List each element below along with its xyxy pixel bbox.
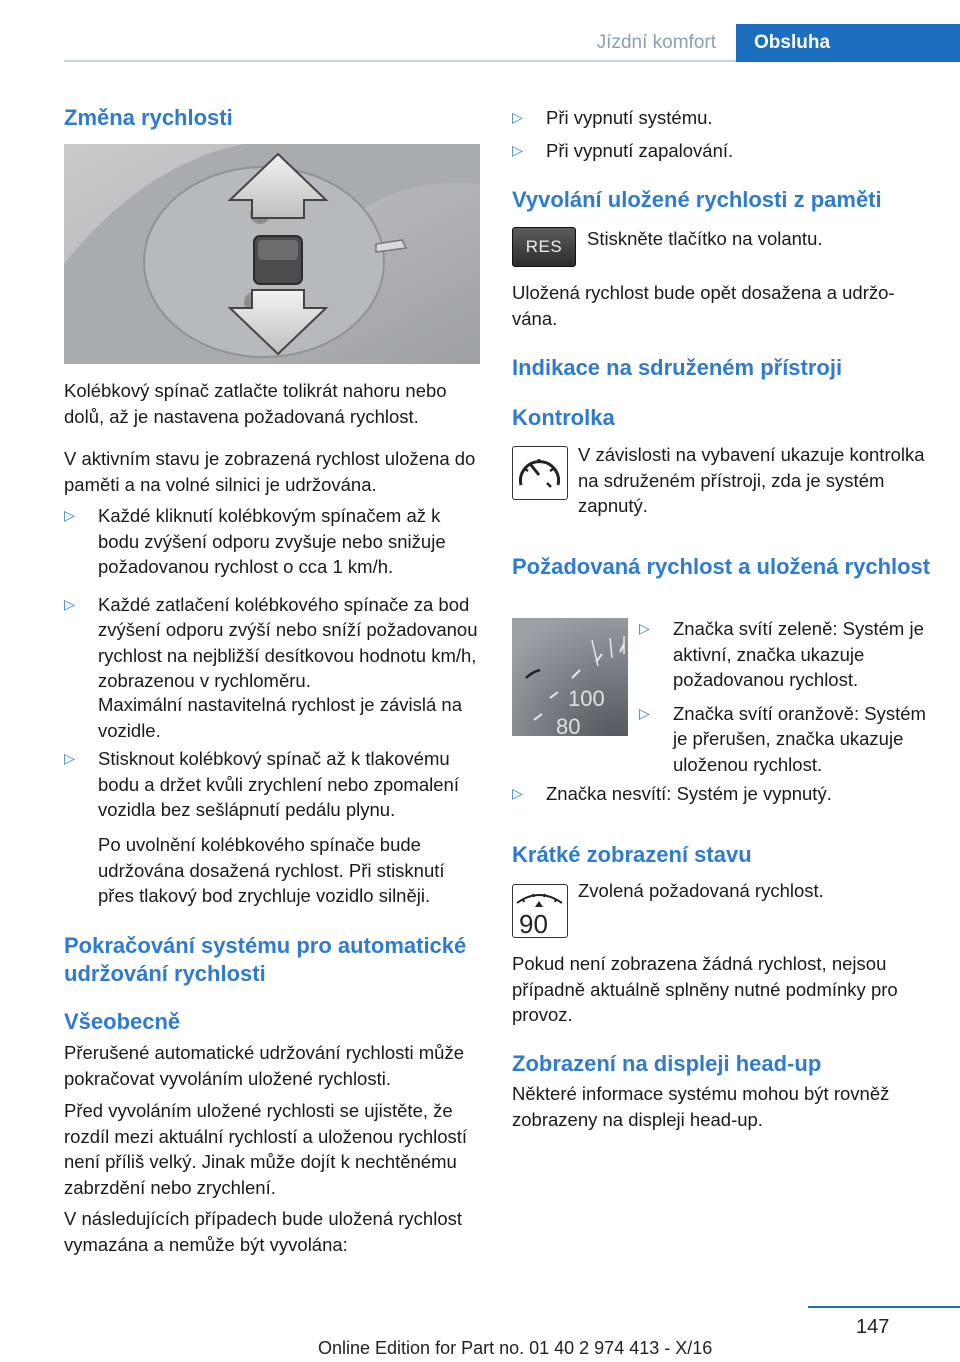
triangle-right-icon: ▷ bbox=[639, 620, 650, 636]
para-nektere: Některé informace systému mohou být rovněž zobrazeny na displeji head-up. bbox=[512, 1083, 890, 1130]
speed-status-icon bbox=[512, 884, 568, 938]
mark-bullets bbox=[639, 616, 932, 777]
bullet3-note: Po uvolnění kolébkového spínače bude udržována dosažená rychlost. Při stisknutí přes tlakový bod zrychluje vozidlo silněji. bbox=[98, 834, 445, 906]
off-bullet bbox=[512, 781, 932, 807]
bullet-text: Každé kliknutí kolébkovým spínačem až k bodu zvýšení odporu zvyšuje nebo snižuje požadovanou rychlost o cca 1 km/h. bbox=[98, 505, 446, 577]
heading-headup: Zobrazení na displeji head-up bbox=[512, 1051, 822, 1076]
para-aktivni: V aktivním stavu je zobrazená rychlost uložena do paměti a na volné silnici je udržována. bbox=[64, 448, 476, 495]
heading-pozadovana: Požadovaná rychlost a uložená rychlost bbox=[512, 554, 931, 579]
header-chapter[interactable]: Obsluha bbox=[736, 24, 960, 62]
speedometer-scale-illustration bbox=[512, 618, 628, 736]
bullet-item bbox=[639, 701, 932, 778]
triangle-right-icon: ▷ bbox=[64, 595, 75, 612]
clear-bullets bbox=[512, 105, 932, 163]
speedometer-icon bbox=[512, 446, 568, 500]
bullet-item bbox=[64, 746, 480, 823]
heading-vseobecne: Všeobecně bbox=[64, 1009, 181, 1034]
heading-vyvolani: Vyvolání uložené rychlosti z paměti bbox=[512, 187, 882, 212]
page-number: 147 bbox=[856, 1316, 890, 1338]
speed-value-90: 90 bbox=[519, 909, 548, 936]
bullet-text: Značka svítí zeleně: Systém je aktivní, značka ukazuje požadovanou rychlost. bbox=[673, 618, 924, 690]
steering-wheel-figure bbox=[64, 144, 480, 364]
bullet-text: Každé zatlačení kolébkového spínače za bod zvýšení odporu zvýší nebo sníží požadovanou rychlost na nejbližší desítkovou hodnotu km/h, zobrazenou v rychloměru. bbox=[98, 593, 478, 691]
triangle-right-icon: ▷ bbox=[512, 141, 523, 158]
bullet2-note: Maximální nastavitelná rychlost je závislá na vozidle. bbox=[98, 694, 462, 741]
heading-indikace: Indikace na sdruženém přístroji bbox=[512, 355, 843, 380]
bullet-item bbox=[512, 781, 932, 807]
para-pokud: Pokud není zobrazena žádná rychlost, nejsou případně aktuálně splněny nutné podmínky pro provoz. bbox=[512, 953, 898, 1025]
bullet-item bbox=[64, 592, 480, 694]
triangle-right-icon: ▷ bbox=[512, 785, 523, 801]
bullet-item bbox=[639, 616, 932, 693]
para-preruseni: Přerušené automatické udržování rychlosti může pokračovat vyvoláním uložené rychlosti. bbox=[64, 1042, 464, 1089]
gauge-label-100: 100 bbox=[568, 686, 605, 711]
heading-kontrolka: Kontrolka bbox=[512, 405, 615, 430]
gauge-label-80: 80 bbox=[556, 714, 581, 736]
heading-kratke: Krátké zobrazení stavu bbox=[512, 842, 752, 867]
para-zvolena: Zvolená požadovaná rychlost. bbox=[578, 880, 824, 901]
heading-zmena: Změna rychlosti bbox=[64, 105, 233, 130]
bullet-text: Při vypnutí systému. bbox=[546, 107, 713, 128]
bullet-text: Při vypnutí zapalování. bbox=[546, 139, 734, 161]
para-nasledujicich: V následujících případech bude uložená rychlost vymazána a nemůže být vyvolána: bbox=[64, 1208, 463, 1255]
footer-rule bbox=[808, 1306, 960, 1308]
bullet-text: Značka svítí oranžově: Systém je přerušen, značka ukazuje uloženou rychlost. bbox=[673, 702, 926, 775]
res-button-icon: RES bbox=[512, 227, 576, 267]
steering-wheel-illustration bbox=[64, 144, 480, 364]
para-kolebkovy: Kolébkový spínač zatlačte tolikrát nahoru nebo dolů, až je nastavena požadovaná rychlost. bbox=[64, 380, 447, 427]
speed-bullets-2 bbox=[64, 746, 480, 823]
heading-pokracovani: Pokračování systému pro automatické udržování rychlosti bbox=[64, 933, 467, 986]
triangle-right-icon: ▷ bbox=[639, 704, 650, 721]
bullet-text: Značka nesvítí: Systém je vypnutý. bbox=[546, 783, 832, 804]
triangle-right-icon: ▷ bbox=[512, 109, 523, 125]
speed-bullets bbox=[64, 503, 480, 702]
edition-note: Online Edition for Part no. 01 40 2 974 413 - X/16 bbox=[318, 1338, 713, 1358]
header-section[interactable]: Jízdní komfort bbox=[596, 32, 716, 53]
triangle-right-icon: ▷ bbox=[64, 750, 75, 766]
triangle-right-icon: ▷ bbox=[64, 507, 75, 523]
para-stisknete: Stiskněte tlačítko na volantu. bbox=[587, 228, 823, 249]
para-ulozena: Uložená rychlost bude opět dosažena a udržována. bbox=[512, 282, 895, 329]
gauge-figure bbox=[512, 618, 628, 736]
bullet-text: Stisknout kolébkový spínač až k tlakovému bodu a držet kvůli zrychlení nebo zpomalení vozidla bez sešlápnutí pedálu plynu. bbox=[98, 748, 459, 820]
para-pred: Před vyvoláním uložené rychlosti se ujistěte, že rozdíl mezi aktuální rychlostí a uloženou rychlostí není příliš velký. Jinak může dojít k nechtěnému zabrzdění nebo zrychlení. bbox=[64, 1100, 468, 1198]
para-zavislost: V závislosti na vybavení ukazuje kontrolka na sdruženém přístroji, zda je systém zapnutý. bbox=[578, 444, 925, 516]
bullet-item bbox=[64, 503, 480, 580]
bullet-item bbox=[512, 105, 932, 131]
bullet-item bbox=[512, 138, 932, 164]
